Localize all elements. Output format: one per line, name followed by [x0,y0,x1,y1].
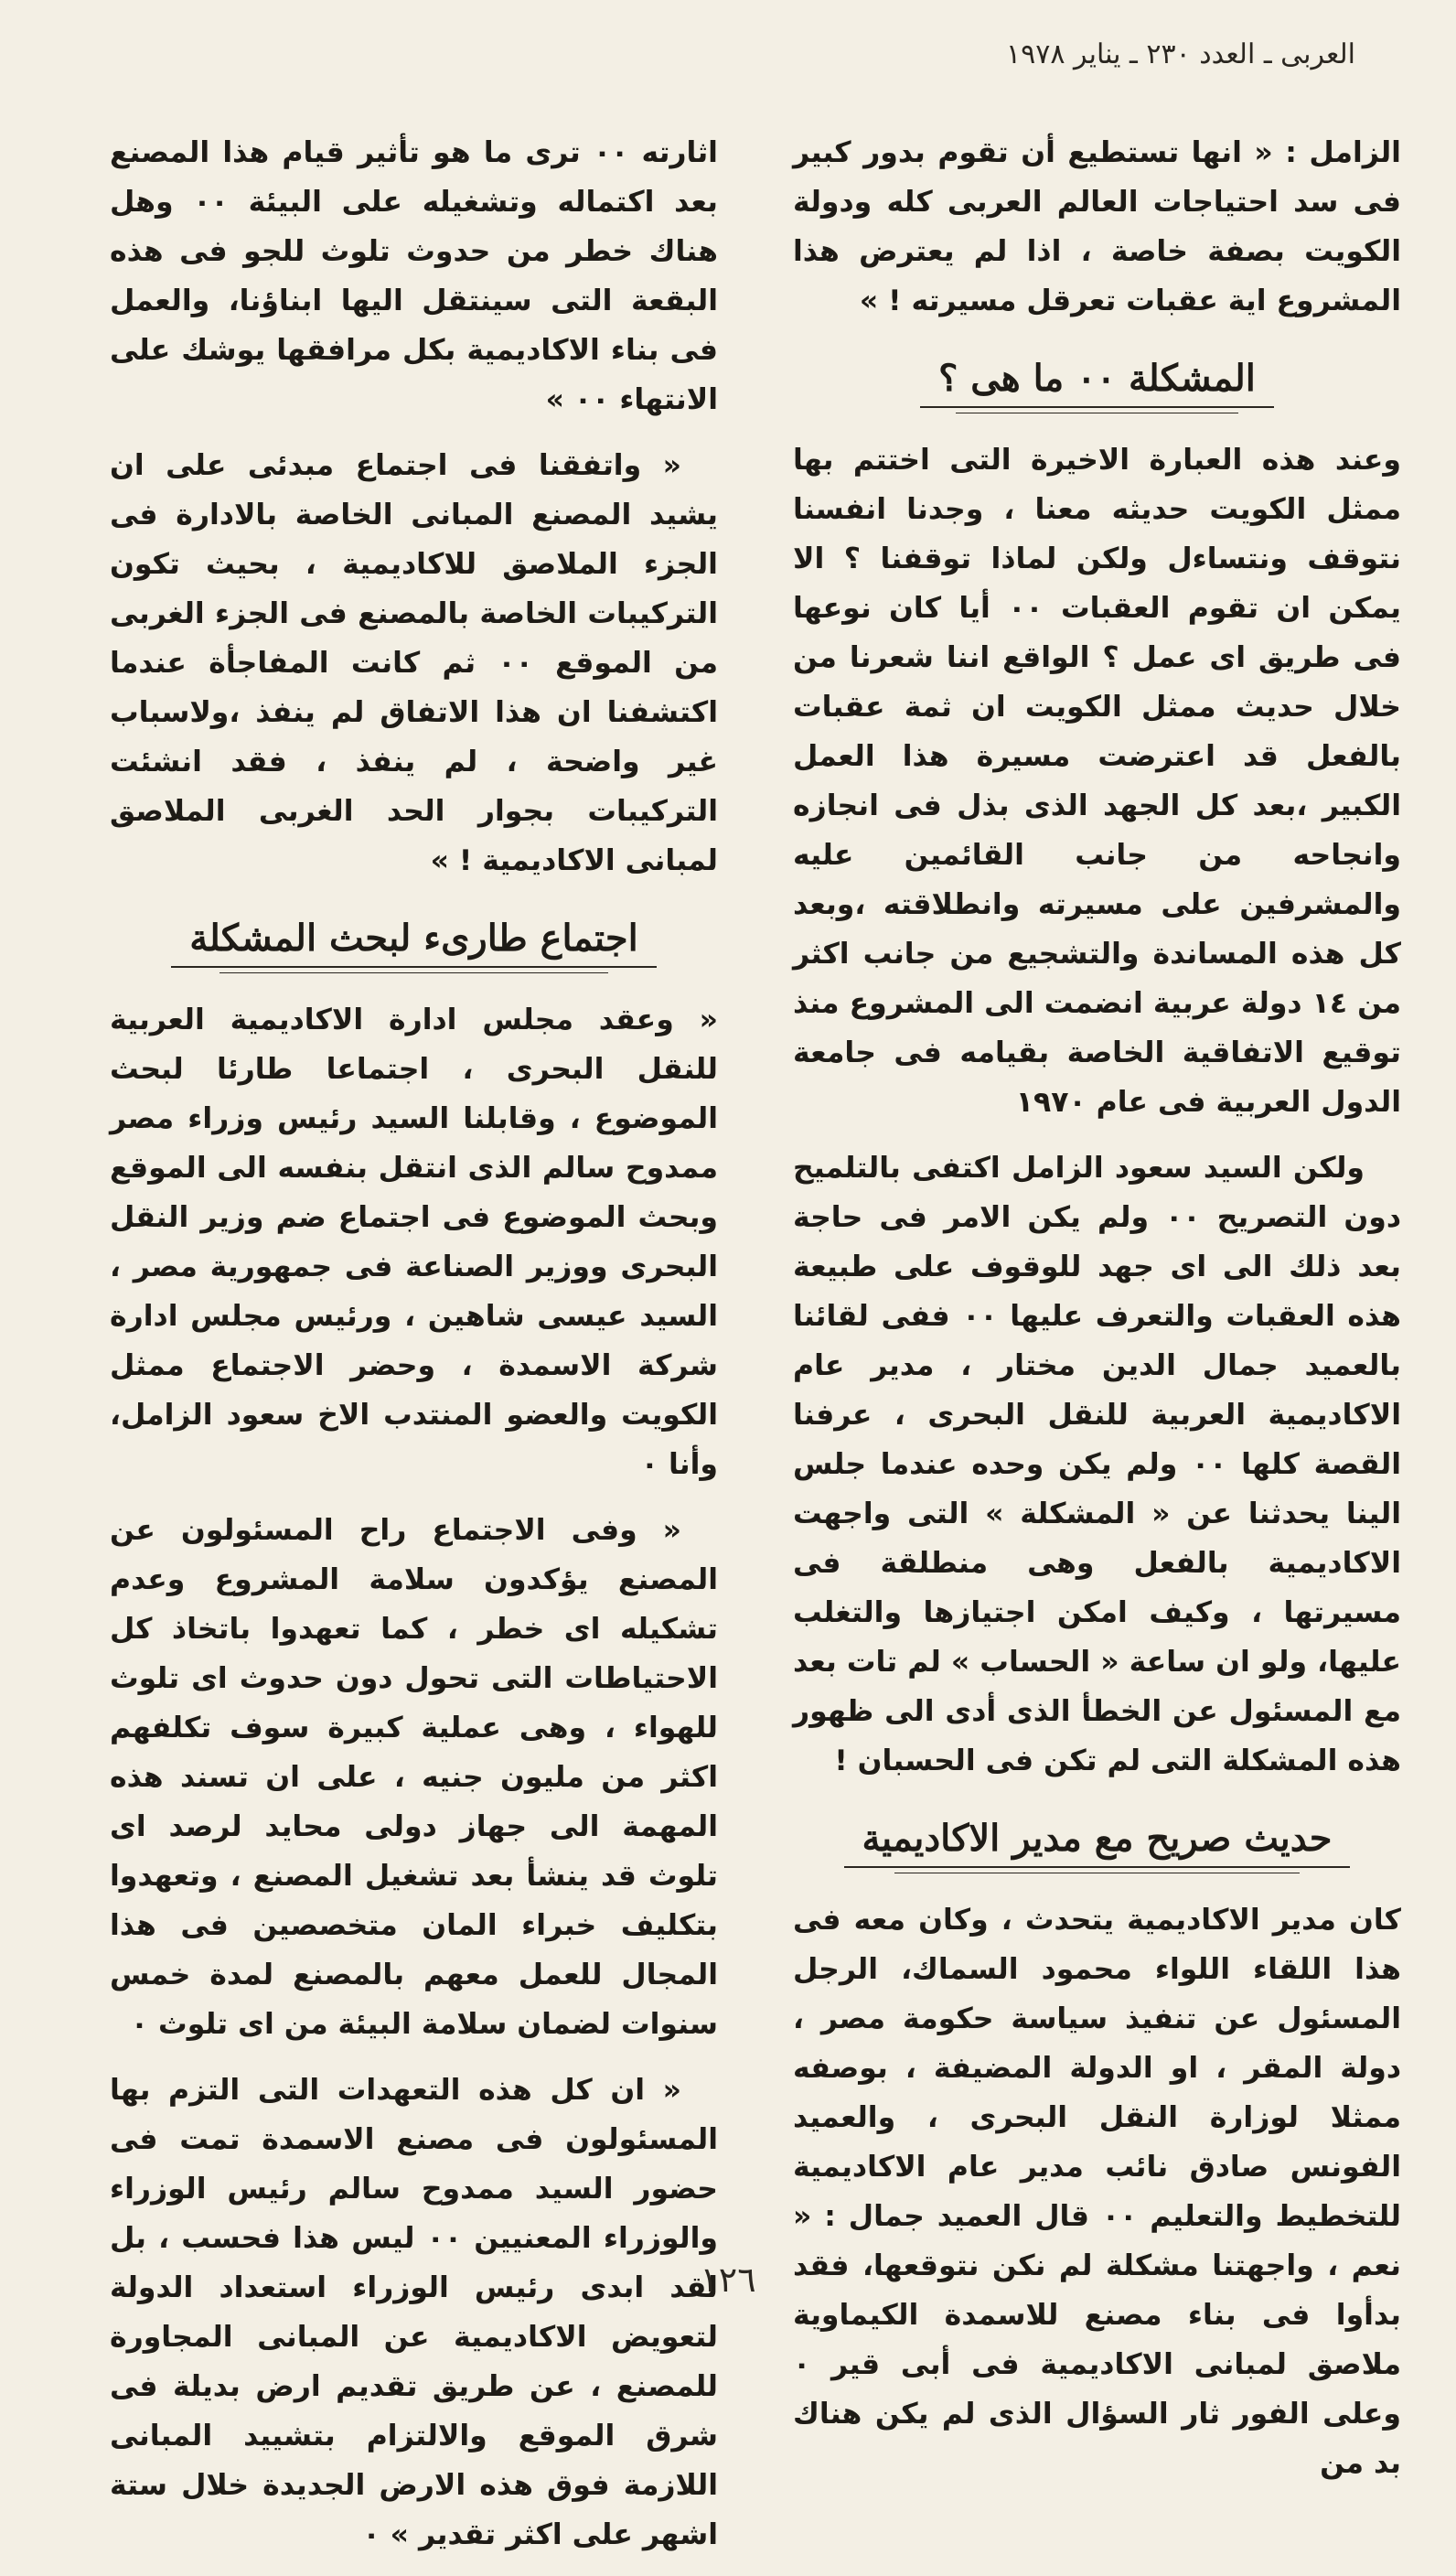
left-column [110,128,718,2576]
paragraph: اثارته ٠٠ ترى ما هو تأثير قيام هذا المصنع بعد اكتماله وتشغيله على البيئة ٠٠ وهل هناك خطر من حدوث تلوث للجو فى هذه البقعة التى سينتقل اليها ابناؤنا، والعمل فى بناء الاكاديمية بكل مرافقها يوشك على الانتهاء ٠٠ » [110,136,718,416]
section-heading: المشكلة ٠٠ ما هى ؟ [920,351,1274,408]
section-heading: اجتماع طارىء لبحث المشكلة [171,911,657,968]
paragraph: « ان كل هذه التعهدات التى التزم بها المسئولون فى مصنع الاسمدة تمت فى حضور السيد ممدوح سالم رئيس الوزراء والوزراء المعنيين ٠٠ ليس هذا فحسب ، بل لقد ابدى رئيس الوزراء استعداد الدولة لتعويض الاكاديمية عن المبانى المجاورة للمصنع ، عن طريق تقديم ارض بديلة فى شرق الموقع والالتزام بتشييد المبانى اللازمة فوق هذه الارض الجديدة خلال ستة اشهر على اكثر تقدير » ٠ [110,2074,718,2551]
paragraph: « وفى الاجتماع راح المسئولون عن المصنع يؤكدون سلامة المشروع وعدم تشكيله اى خطر ، كما تعهدوا باتخاذ كل الاحتياطات التى تحول دون حدوث اى تلوث للهواء ، وهى عملية كبيرة سوف تكلفهم اكثر من مليون جنيه ، على ان تسند هذه المهمة الى جهاز دولى محايد لرصد اى تلوث قد ينشأ بعد تشغيل المصنع ، وتعهدوا بتكليف خبراء المان متخصصين فى هذا المجال للعمل معهم بالمصنع لمدة خمس سنوات لضمان سلامة البيئة من اى تلوث ٠ [110,1514,718,2041]
page-number: ١٢٦ [700,2259,756,2300]
section-heading: حديث صريح مع مدير الاكاديمية [844,1811,1351,1868]
paragraph: ولكن السيد سعود الزامل اكتفى بالتلميح دون التصريح ٠٠ ولم يكن الامر فى حاجة بعد ذلك الى اى جهد للوقوف على طبيعة هذه العقبات والتعرف عليها ٠٠ ففى لقائنا بالعميد جمال الدين مختار ، مدير عام الاكاديمية العربية للنقل البحرى ، عرفنا القصة كلها ٠٠ ولم يكن وحده عندما جلس الينا يحدثنا عن « المشكلة » التى واجهت الاكاديمية بالفعل وهى منطلقة فى مسيرتها ، وكيف امكن اجتيازها والتغلب عليها، ولو ان ساعة « الحساب » لم تات بعد مع المسئول عن الخطأ الذى أدى الى ظهور هذه المشكلة التى لم تكن فى الحسبان ! [793,1152,1402,1777]
paragraph: « واتفقنا فى اجتماع مبدئى على ان يشيد المصنع المبانى الخاصة بالادارة فى الجزء الملاصق للاكاديمية ، بحيث تكون التركيبات الخاصة بالمصنع فى الجزء الغربى من الموقع ٠٠ ثم كانت المفاجأة عندما اكتشفنا ان هذا الاتفاق لم ينفذ ،ولاسباب غير واضحة ، لم ينفذ ، فقد انشئت التركيبات بجوار الحد الغربى الملاصق لمبانى الاكاديمية ! » [110,449,718,877]
right-column [793,128,1401,2505]
running-header: العربى ـ العدد ٢٣٠ ـ يناير ١٩٧٨ [1006,38,1355,70]
paragraph: « وعقد مجلس ادارة الاكاديمية العربية للنقل البحرى ، اجتماعا طارئا لبحث الموضوع ، وقابلنا السيد رئيس وزراء مصر ممدوح سالم الذى انتقل بنفسه الى الموقع وبحث الموضوع فى اجتماع ضم وزير النقل البحرى ووزير الصناعة فى جمهورية مصر ، السيد عيسى شاهين ، ورئيس مجلس ادارة شركة الاسمدة ، وحضر الاجتماع ممثل الكويت والعضو المنتدب الاخ سعود الزامل، وأنا ٠ [110,1004,718,1481]
paragraph: وعند هذه العبارة الاخيرة التى اختتم بها ممثل الكويت حديثه معنا ، وجدنا انفسنا نتوقف ونتساءل ولكن لماذا توقفنا ؟ الا يمكن ان تقوم العقبات ٠٠ أيا كان نوعها فى طريق اى عمل ؟ الواقع اننا شعرنا من خلال حديث ممثل الكويت ان ثمة عقبات بالفعل قد اعترضت مسيرة هذا العمل الكبير ،بعد كل الجهد الذى بذل فى انجازه وانجاحه من جانب القائمين عليه والمشرفين على مسيرته وانطلاقته ،وبعد كل هذه المساندة والتشجيع من جانب اكثر من ١٤ دولة عربية انضمت الى المشروع منذ توقيع الاتفاقية الخاصة بقيامه فى جامعة الدول العربية فى عام ١٩٧٠ [793,444,1401,1119]
paragraph: الزامل : « انها تستطيع أن تقوم بدور كبير فى سد احتياجات العالم العربى كله ودولة الكويت بصفة خاصة ، اذا لم يعترض هذا المشروع اية عقبات تعرقل مسيرته ! » [793,136,1401,317]
paragraph: كان مدير الاكاديمية يتحدث ، وكان معه فى هذا اللقاء اللواء محمود السماك، الرجل المسئول عن تنفيذ سياسة حكومة مصر ، دولة المقر ، او الدولة المضيفة ، بوصفه ممثلا لوزارة النقل البحرى ، والعميد الفونس صادق نائب مدير عام الاكاديمية للتخطيط والتعليم ٠٠ قال العميد جمال : « نعم ، واجهتنا مشكلة لم نكن نتوقعها، فقد بدأوا فى بناء مصنع للاسمدة الكيماوية ملاصق لمبانى الاكاديمية فى أبى قير ٠ وعلى الفور ثار السؤال الذى لم يكن هناك بد من [793,1904,1402,2480]
